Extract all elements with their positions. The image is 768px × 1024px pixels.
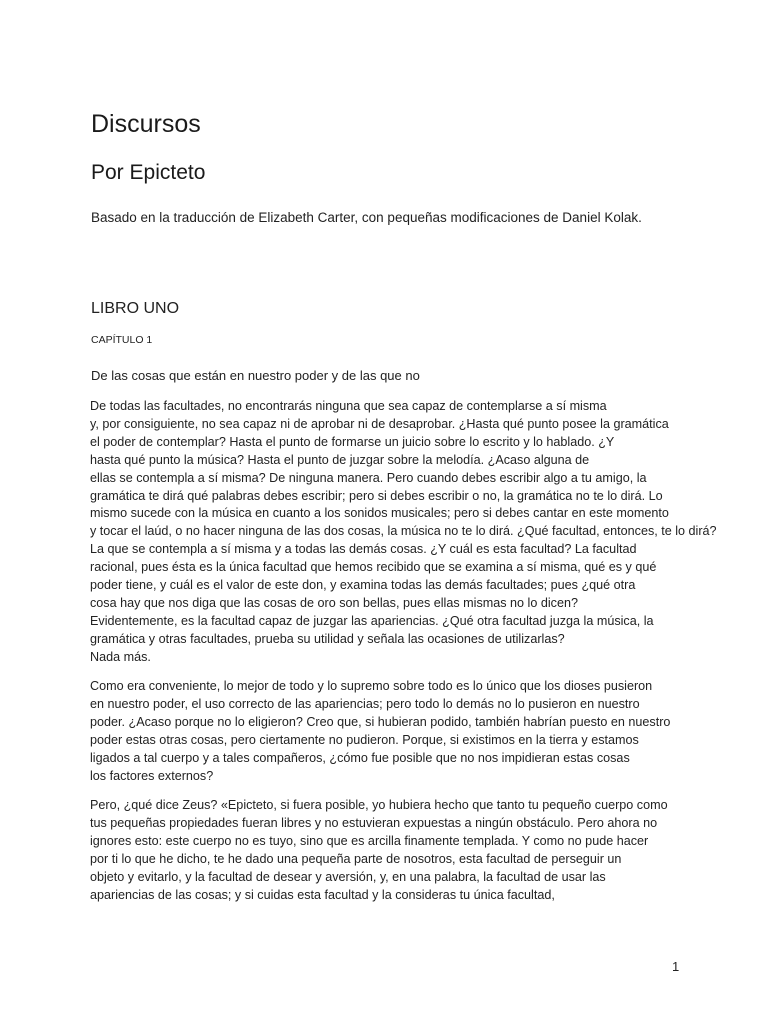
text-line: poder tiene, y cuál es el valor de este don, y examina todas las demás facultades; pues ¿qué otra	[90, 578, 636, 593]
text-line: Evidentemente, es la facultad capaz de juzgar las apariencias. ¿Qué otra facultad juzga la música, la	[90, 613, 654, 628]
text-line: Nada más.	[90, 649, 151, 664]
text-line: gramática te dirá qué palabras debes escribir; pero si debes escribir o no, la gramática no te lo dirá. Lo	[90, 488, 663, 503]
text-line: y, por consiguiente, no sea capaz ni de aprobar ni de desaprobar. ¿Hasta qué punto posee la gramática	[90, 416, 669, 431]
text-line: el poder de contemplar? Hasta el punto de formarse un juicio sobre lo escrito y lo hablado. ¿Y	[90, 434, 615, 449]
text-line: De todas las facultades, no encontrarás ninguna que sea capaz de contemplarse a sí misma	[90, 399, 607, 413]
text-line: La que se contempla a sí misma y a todas las demás cosas. ¿Y cuál es esta facultad? La facultad	[90, 542, 637, 557]
translation-note: Basado en la traducción de Elizabeth Carter, con pequeñas modificaciones de Daniel Kolak.	[91, 210, 642, 225]
text-line: poder estas otras cosas, pero ciertamente no pudieron. Porque, si existimos en la tierra y estamos	[90, 732, 639, 747]
document-author: Por Epicteto	[91, 161, 206, 184]
text-line: Pero, ¿qué dice Zeus? «Epicteto, si fuera posible, yo hubiera hecho que tanto tu pequeño cuerpo como	[90, 798, 668, 812]
text-line: por ti lo que he dicho, te he dado una pequeña parte de nosotros, esta facultad de perseguir un	[90, 851, 622, 866]
chapter-heading: CAPÍTULO 1	[91, 334, 153, 346]
text-line: tus pequeñas propiedades fueran libres y no estuvieran expuestas a ningún obstáculo. Pero ahora no	[90, 815, 658, 830]
text-line: mismo sucede con la música en cuanto a los sonidos musicales; pero si debes cantar en este momento	[90, 506, 669, 521]
chapter-title: De las cosas que están en nuestro poder y de las que no	[91, 368, 420, 383]
text-line: y tocar el laúd, o no hacer ninguna de las dos cosas, la música no te lo dirá. ¿Qué facultad, entonces, te lo dirá?	[90, 524, 717, 539]
text-line: apariencias de las cosas; y si cuidas esta facultad y la consideras tu única facultad,	[90, 887, 555, 902]
text-line: en nuestro poder, el uso correcto de las apariencias; pero todo lo demás no lo pusieron en nuestro	[90, 696, 640, 711]
book-heading: LIBRO UNO	[91, 300, 180, 317]
page-number: 1	[672, 959, 680, 974]
document-title: Discursos	[91, 110, 201, 138]
text-line: cosa hay que nos diga que las cosas de oro son bellas, pues ellas mismas no lo dicen?	[90, 595, 578, 610]
text-line: racional, pues ésta es la única facultad que hemos recibido que se examina a sí misma, qué es y qué	[90, 560, 657, 575]
text-line: gramática y otras facultades, prueba su utilidad y señala las ocasiones de utilizarlas?	[90, 631, 565, 646]
paragraph-3	[90, 797, 668, 904]
paragraph-2	[90, 678, 670, 785]
text-line: ignores esto: este cuerpo no es tuyo, sino que es arcilla finamente templada. Y como no pude hacer	[90, 833, 649, 848]
text-line: ligados a tal cuerpo y a tales compañeros, ¿cómo fue posible que no nos impidieran estas cosas	[90, 750, 630, 765]
text-line: objeto y evitarlo, y la facultad de desear y aversión, y, en una palabra, la facultad de usar las	[90, 869, 606, 884]
text-line: ellas se contempla a sí misma? De ninguna manera. Pero cuando debes escribir algo a tu amigo, la	[90, 470, 647, 485]
paragraph-1	[90, 398, 717, 667]
text-line: los factores externos?	[90, 768, 214, 783]
text-line: hasta qué punto la música? Hasta el punto de juzgar sobre la melodía. ¿Acaso alguna de	[90, 452, 590, 467]
text-line: Como era conveniente, lo mejor de todo y lo supremo sobre todo es lo único que los dioses pusieron	[90, 679, 653, 693]
text-line: poder. ¿Acaso porque no lo eligieron? Creo que, si hubieran podido, también habrían puesto en nuestro	[90, 714, 671, 729]
